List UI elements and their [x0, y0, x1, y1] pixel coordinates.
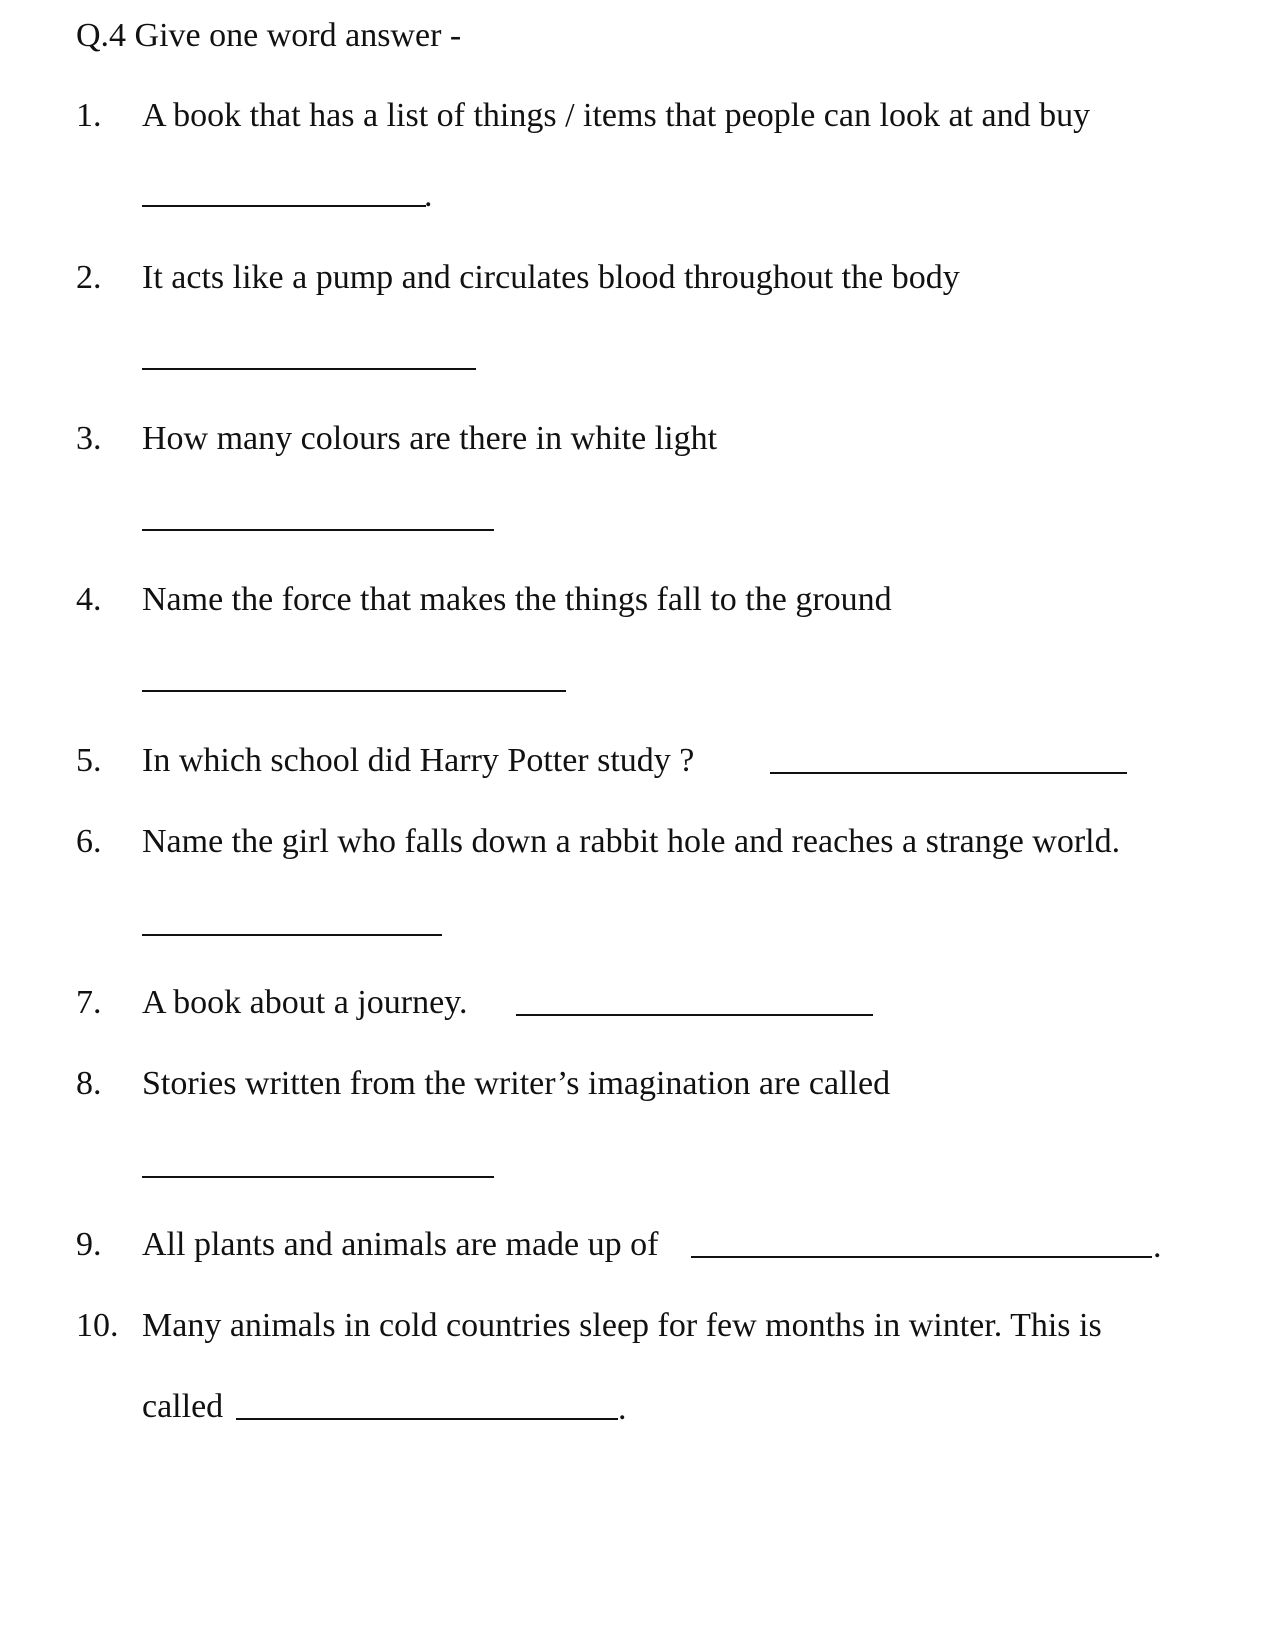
question-number: 2.: [76, 259, 102, 296]
question-text: Stories written from the writer’s imagination are called: [142, 1065, 891, 1102]
period: .: [1153, 1228, 1162, 1265]
answer-blank[interactable]: [691, 1256, 1152, 1258]
question-number: 10.: [76, 1307, 119, 1344]
question-number: 1.: [76, 97, 102, 134]
question-number: 6.: [76, 823, 102, 860]
question-text: It acts like a pump and circulates blood throughout the body: [142, 259, 960, 296]
question-text: Name the force that makes the things fall to the ground: [142, 581, 892, 618]
question-number: 8.: [76, 1065, 102, 1102]
question-text-continuation: called: [142, 1388, 224, 1425]
answer-blank[interactable]: [142, 205, 426, 207]
section-heading: Q.4 Give one word answer -: [76, 17, 462, 54]
question-text: Many animals in cold countries sleep for few months in winter. This is: [142, 1307, 1102, 1344]
answer-blank[interactable]: [142, 1176, 494, 1178]
question-text: A book about a journey.: [142, 984, 468, 1021]
period: .: [618, 1390, 627, 1427]
question-text: Name the girl who falls down a rabbit hole and reaches a strange world.: [142, 823, 1121, 860]
question-text: In which school did Harry Potter study ?: [142, 742, 695, 779]
answer-blank[interactable]: [142, 529, 494, 531]
question-number: 4.: [76, 581, 102, 618]
question-number: 5.: [76, 742, 102, 779]
question-number: 7.: [76, 984, 102, 1021]
answer-blank[interactable]: [142, 934, 442, 936]
question-number: 9.: [76, 1226, 102, 1263]
answer-blank[interactable]: [770, 772, 1127, 774]
answer-blank[interactable]: [142, 368, 476, 370]
question-number: 3.: [76, 420, 102, 457]
answer-blank[interactable]: [516, 1014, 873, 1016]
question-text: All plants and animals are made up of: [142, 1226, 659, 1263]
period: .: [424, 177, 433, 214]
question-text: How many colours are there in white light: [142, 420, 718, 457]
answer-blank[interactable]: [236, 1418, 618, 1420]
answer-blank[interactable]: [142, 690, 566, 692]
question-text: A book that has a list of things / items that people can look at and buy: [142, 97, 1091, 134]
